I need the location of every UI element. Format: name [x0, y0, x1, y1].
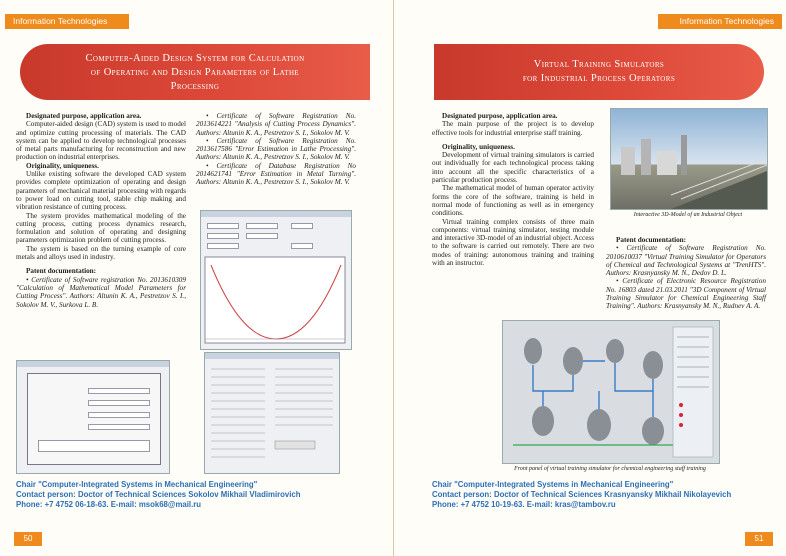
- right-contact: [432, 480, 731, 510]
- contact-person: Contact person: Doctor of Technical Sciences Sokolov Mikhail Vladimirovich: [16, 490, 301, 499]
- left-column-1: [16, 112, 186, 309]
- cad-form-screenshot: [16, 360, 170, 474]
- patent-heading: Patent documentation:: [26, 267, 97, 276]
- designated-heading: Designated purpose, application area.: [26, 112, 142, 120]
- paragraph: The system is based on the turning example of core metals and alloys used in industry.: [16, 244, 186, 262]
- designated-text: The main purpose of the project is to develop effective tools for industrial enterprise staff training.: [432, 120, 594, 137]
- cad-results-screenshot: [204, 352, 340, 474]
- paragraph: The mathematical model of human operator activity forms the core of the software, training is held in normal mode of functioning as well as in emergency conditions.: [432, 184, 594, 218]
- designated-heading: Designated purpose, application area.: [442, 112, 558, 120]
- left-contact: [16, 480, 301, 510]
- contact-phone-email: Phone: +7 4752 10-19-63. E-mail: kras@tambov.ru: [432, 500, 616, 509]
- right-page: [393, 0, 786, 556]
- patent-text: Certificate of Database Registration No 2014621741 "Error Estimation in Metal Turning". Authors: Altunin K. A., Pestretzov S. I., Sokolov M. V.: [196, 161, 356, 187]
- patent-text: Certificate of Electronic Resource Registration No. 16803 dated 21.03.2011 "3D Component of Virtual Training Simulator for Chemical Engineering Staff Training". Authors: Krasnyansky M. N., Rudnev A. A.: [606, 277, 766, 311]
- form-panel: [27, 373, 161, 465]
- patent-item: • Certificate of Software registration No. 2013610309 "Calculation of Mathematical Model Parameters for Cutting Process". Authors: Altunin K. A., Pestretzov S. I., Sokolov M. V., Surkova L. B.: [16, 275, 186, 309]
- title-line: of Operating and Design Parameters of Lathe: [90, 67, 300, 78]
- originality-text: Development of virtual training simulators is carried out individually for each technological process taking into account all the specific characteristics of a particular production process.: [432, 151, 594, 185]
- contact-person: Contact person: Doctor of Technical Sciences Krasnyansky Mikhail Nikolayevich: [432, 490, 732, 499]
- industrial-scene: [611, 109, 767, 209]
- results-lines: [205, 361, 339, 473]
- title-line: for Industrial Process Operators: [522, 73, 676, 84]
- originality-heading: Originality, uniqueness.: [26, 161, 99, 170]
- input-box: [207, 243, 239, 249]
- input-box: [246, 233, 278, 239]
- paragraph: The system provides mathematical modeling of the cutting process, cutting process dynamics research, formulation and solution of operating and designing parameters optimization problem of cutting process.: [16, 211, 186, 245]
- patent-heading: Patent documentation:: [616, 236, 687, 244]
- input-box: [88, 412, 150, 418]
- patent-text: Certificate of Software Registration No. 2013617586 "Error Estimation in Lathe Processing". Authors: Altunin K. A., Pestretzov S. I., Sokolov M. V.: [196, 136, 356, 162]
- paragraph: Virtual training complex consists of three main components: virtual training simulator, testing module and interactive 3D-model of an industrial object. Access to the software is carried out remotely. There are two modes of training: autonomous training and training with an instructor.: [432, 217, 594, 268]
- right-column-2: [606, 236, 766, 311]
- input-box: [88, 388, 150, 394]
- page-number: 51: [745, 532, 773, 546]
- window-titlebar: [201, 211, 351, 217]
- contact-chair: Chair "Computer-Integrated Systems in Mechanical Engineering": [16, 480, 258, 489]
- right-column-1: [432, 112, 594, 267]
- photo-caption: Interactive 3D-Model of an Industrial Object: [633, 212, 743, 218]
- right-title-banner: [434, 44, 764, 100]
- left-title-banner: [20, 44, 370, 100]
- designated-text: Computer-aided design (CAD) system is used to model and optimize cutting processing of materials. The CAD system can be applied to develop technological processes of metal parts manufacturing for reconstruction and new production on industrial enterprises.: [16, 120, 186, 162]
- section-ribbon: Information Technologies: [5, 14, 129, 29]
- contact-chair: Chair "Computer-Integrated Systems in Mechanical Engineering": [432, 480, 674, 489]
- contact-phone-email: Phone: +7 4752 06-18-63. E-mail: msok68@mail.ru: [16, 500, 202, 509]
- input-box: [88, 400, 150, 406]
- originality-text: Unlike existing software the developed CAD system provides complete optimization of operating and design parameters of mechanical material processing with regards to power load on cutting tool, stable chip making and vibration resistance of cutting process.: [16, 170, 186, 212]
- page-number: 50: [14, 532, 42, 546]
- window-titlebar: [17, 361, 169, 367]
- patent-item: • Certificate of Software Registration No. 2010610037 "Virtual Training Simulator for Operators of Chemical and Technological Systems at "TrenHTS". Authors: Krasnyansky M. N., Dedov D. L.: [606, 244, 766, 278]
- input-box: [207, 233, 239, 239]
- patent-text: Certificate of Software Registration No. 2013614221 "Analysis of Cutting Process Dynamics". Authors: Altunin K. A., Pestretzov S. I., Sokolov M. V.: [196, 112, 356, 137]
- simulator-front-panel-image: [502, 320, 720, 464]
- title-line: Processing: [170, 81, 220, 92]
- patent-item: • Certificate of Electronic Resource Registration No. 16803 dated 21.03.2011 "3D Component of Virtual Training Simulator for Chemical Engineering Staff Training". Authors: Krasnyansky M. N., Rudnev A. A.: [606, 277, 766, 311]
- patent-item: • Certificate of Database Registration No 2014621741 "Error Estimation in Metal Turning". Authors: Altunin K. A., Pestretzov S. I., Sokolov M. V.: [196, 161, 356, 187]
- left-column-2: [196, 112, 356, 187]
- input-box: [38, 440, 150, 452]
- input-box: [88, 424, 150, 430]
- input-box: [207, 223, 239, 229]
- originality-heading: Originality, uniqueness.: [442, 142, 515, 151]
- section-ribbon: Information Technologies: [658, 14, 782, 29]
- input-box: [291, 223, 313, 229]
- patent-item: • Certificate of Software Registration No. 2013614221 "Analysis of Cutting Process Dynamics". Authors: Altunin K. A., Pestretzov S. I., Sokolov M. V.: [196, 112, 356, 137]
- input-box: [291, 243, 313, 249]
- input-box: [246, 223, 278, 229]
- industrial-3d-model-image: [610, 108, 768, 210]
- title-line: Virtual Training Simulators: [533, 59, 665, 70]
- cad-curve-screenshot: [200, 210, 352, 350]
- window-titlebar: [205, 353, 339, 359]
- panel-caption: Front panel of virtual training simulator for chemical engineering staff training: [514, 466, 706, 472]
- patent-text: Certificate of Software Registration No. 2010610037 "Virtual Training Simulator for Operators of Chemical and Technological Systems at "TrenHTS". Authors: Krasnyansky M. N., Dedov D. L.: [606, 244, 766, 278]
- patent-item: • Certificate of Software Registration No. 2013617586 "Error Estimation in Lathe Processing". Authors: Altunin K. A., Pestretzov S. I., Sokolov M. V.: [196, 136, 356, 162]
- curve-plot: [201, 255, 351, 347]
- patent-text: Certificate of Software registration No. 2013610309 "Calculation of Mathematical Model Parameters for Cutting Process". Authors: Altunin K. A., Pestretzov S. I., Sokolov M. V., Surkova L. B.: [16, 275, 186, 309]
- simulator-schematic: [503, 321, 719, 463]
- title-line: Computer-Aided Design System for Calculation: [85, 53, 305, 64]
